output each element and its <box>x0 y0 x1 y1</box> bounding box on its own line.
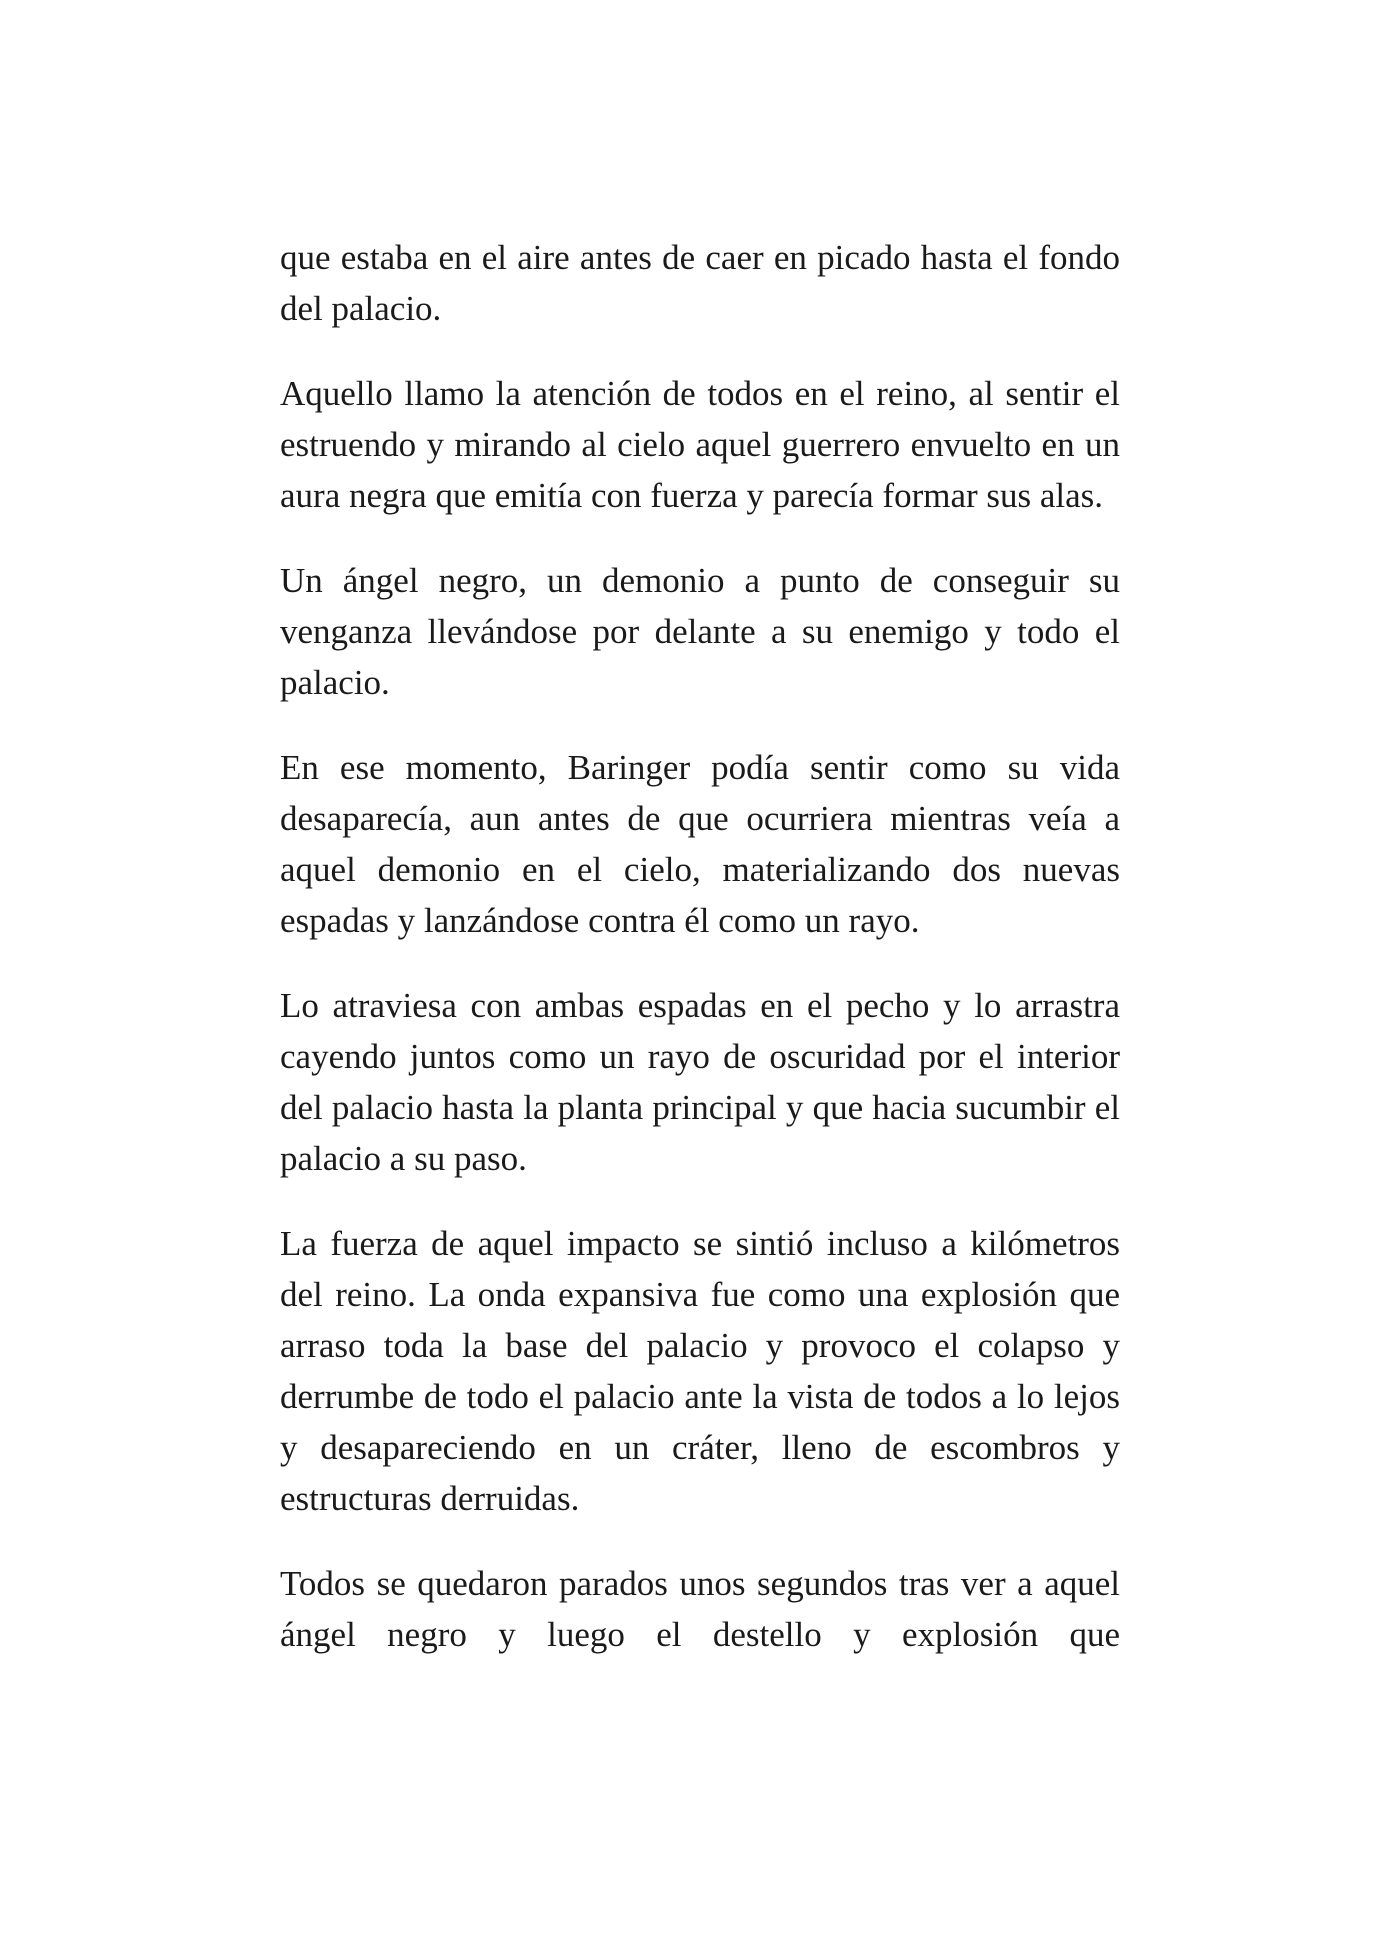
paragraph: La fuerza de aquel impacto se sintió incluso a kilómetros del reino. La onda expansiva fue como una explosión que arraso toda la base del palacio y provoco el colapso y derrumbe de todo el palacio ante la vista de todos a lo lejos y desapareciendo en un cráter, lleno de escombros y estructuras derruidas. <box>280 1224 1120 1518</box>
paragraph: En ese momento, Baringer podía sentir como su vida desaparecía, aun antes de que ocurriera mientras veía a aquel demonio en el cielo, materializando dos nuevas espadas y lanzándose contra él como un rayo. <box>280 748 1120 940</box>
paragraph: que estaba en el aire antes de caer en picado hasta el fondo del palacio. <box>280 238 1120 328</box>
paragraph: Todos se quedaron parados unos segundos tras ver a aquel ángel negro y luego el destello y explosión que <box>280 1564 1120 1654</box>
page-body <box>280 232 1120 1694</box>
paragraph: Aquello llamo la atención de todos en el reino, al sentir el estruendo y mirando al cielo aquel guerrero envuelto en un aura negra que emitía con fuerza y parecía formar sus alas. <box>280 374 1120 515</box>
paragraph: Un ángel negro, un demonio a punto de conseguir su venganza llevándose por delante a su enemigo y todo el palacio. <box>280 561 1120 702</box>
paragraph: Lo atraviesa con ambas espadas en el pecho y lo arrastra cayendo juntos como un rayo de oscuridad por el interior del palacio hasta la planta principal y que hacia sucumbir el palacio a su paso. <box>280 986 1120 1178</box>
